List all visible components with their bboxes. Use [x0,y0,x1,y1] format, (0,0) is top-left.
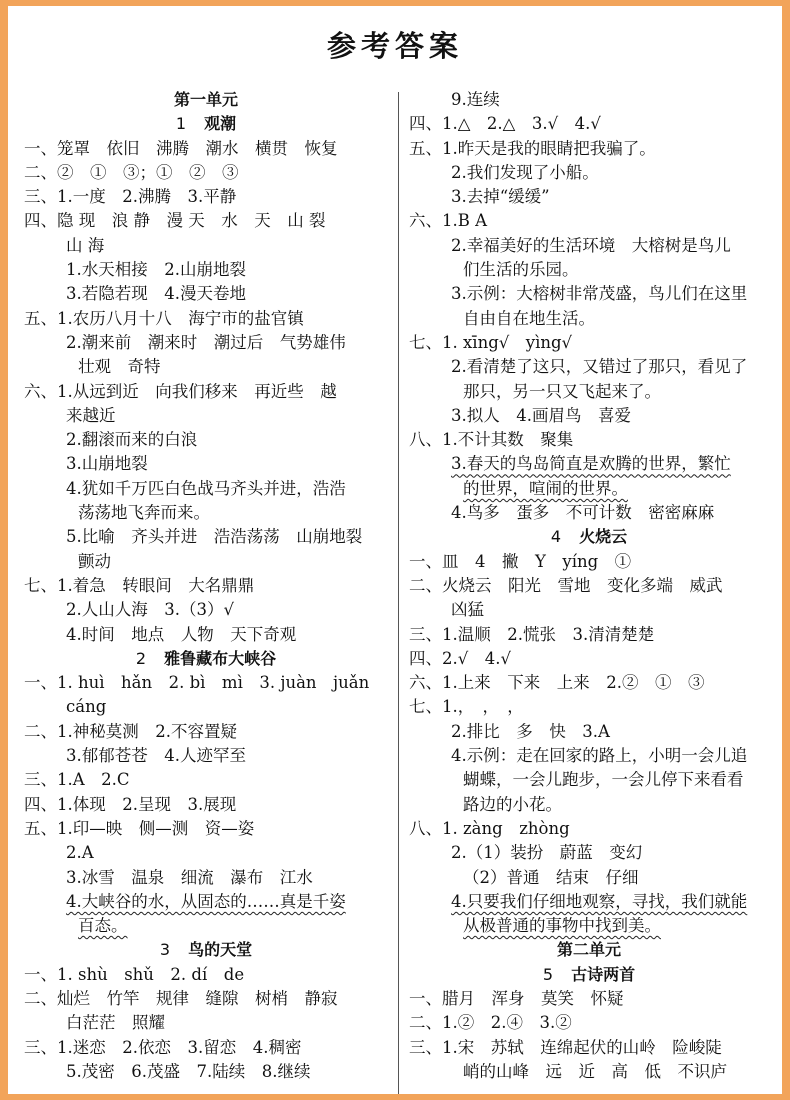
answer-text: 2.潮来前 潮来时 潮过后 气势雄伟 [66,332,346,352]
answer-text: 5.比喻 齐头并进 浩浩荡荡 山崩地裂 [66,527,363,547]
answer-text: 山 海 [66,235,105,255]
answer-text: 二、灿烂 竹竿 规律 缝隙 树梢 静寂 [24,988,338,1008]
answer-line [409,161,769,185]
answer-text: 白茫茫 照耀 [66,1013,165,1033]
answer-text: 八、1. zàng zhòng [409,818,570,838]
answer-text: 3.拟人 4.画眉鸟 喜爱 [451,405,631,425]
answer-line [409,380,769,404]
answer-line [24,282,388,306]
answer-line [24,817,388,841]
section-heading [409,938,769,962]
answer-line [24,963,388,987]
answer-text: 一、笼罩 依旧 沸腾 潮水 横贯 恢复 [24,138,338,158]
answer-line [24,331,388,355]
section-heading [24,112,388,136]
answer-text: cáng [66,697,107,717]
answer-text: 三、1.一度 2.沸腾 3.平静 [24,187,237,207]
answer-text: 二、② ① ③；① ② ③ [24,162,239,182]
answer-line [409,209,769,233]
answer-line [24,185,388,209]
answer-line [409,307,769,331]
lesson-number: 3 [159,940,171,960]
answer-text: 一、1. huì hǎn 2. bì mì 3. juàn juǎn [24,673,370,693]
answer-line [409,914,769,938]
answer-text: 二、1.② 2.④ 3.② [409,1013,572,1033]
answer-line [24,234,388,258]
answer-line [409,428,769,452]
answer-text: 那只，另一只又飞起来了。 [463,381,661,401]
answer-line [24,161,388,185]
answer-line [24,1011,388,1035]
answer-text: 峭的山峰 远 近 高 低 不识庐 [463,1061,727,1081]
answer-line [24,574,388,598]
answer-text: 颤动 [78,551,111,571]
answer-text: 壮观 奇特 [78,357,161,377]
answer-line [409,501,769,525]
answer-text: 四、1.体现 2.呈现 3.展现 [24,794,237,814]
answer-line [24,355,388,379]
answer-text: 五、1.农历八月十八 海宁市的盐官镇 [24,308,304,328]
answer-line [24,550,388,574]
answer-text: 2.幸福美好的生活环境 大榕树是鸟儿 [451,235,731,255]
answer-line [24,695,388,719]
answer-line [24,258,388,282]
answer-line [409,793,769,817]
answer-text: 二、1.神秘莫测 2.不容置疑 [24,721,237,741]
answer-text: 3.春天的鸟岛简直是欢腾的世界，繁忙 [451,454,731,474]
heading-text: 古诗两首 [571,964,636,984]
left-column [24,88,388,1084]
heading-text: 火烧云 [579,527,628,547]
lesson-number: 1 [175,114,187,134]
answer-line [409,258,769,282]
answer-line [409,890,769,914]
heading-text: 观潮 [204,114,237,134]
answer-line [409,477,769,501]
answer-text: 四、隐 现 浪 静 漫 天 水 天 山 裂 [24,211,326,231]
answer-text: 3.冰雪 温泉 细流 瀑布 江水 [66,867,313,887]
answer-line [409,88,769,112]
answer-line [24,1060,388,1084]
answer-text: 路边的小花。 [463,794,562,814]
answer-text: 四、2.√ 4.√ [409,648,512,668]
lesson-number: 5 [542,964,554,984]
answer-line [409,647,769,671]
answer-line [24,209,388,233]
answer-line [24,477,388,501]
answer-text: 5.茂密 6.茂盛 7.陆续 8.继续 [66,1061,311,1081]
answer-line [24,307,388,331]
answer-line [409,598,769,622]
answer-line [24,841,388,865]
answer-line [24,793,388,817]
answer-line [409,866,769,890]
answer-text: 3.郁郁苍苍 4.人迹罕至 [66,746,246,766]
section-heading [24,88,388,112]
answer-line [409,720,769,744]
answer-line [24,452,388,476]
answer-line [24,890,388,914]
answer-line [24,525,388,549]
answer-line [409,574,769,598]
answer-text: 六、1.B A [409,211,488,231]
answer-line [24,137,388,161]
answer-text: 二、火烧云 阳光 雪地 变化多端 威武 [409,575,723,595]
answer-text: 们生活的乐园。 [463,260,579,280]
answer-text: 四、1.△ 2.△ 3.√ 4.√ [409,114,601,134]
answer-text: 六、1.从远到近 向我们移来 再近些 越 [24,381,337,401]
answer-text: 自由自在地生活。 [463,308,595,328]
answer-line [409,282,769,306]
answer-line [24,671,388,695]
answer-text: 一、1. shù shǔ 2. dí de [24,964,245,984]
section-heading [409,963,769,987]
answer-line [409,1011,769,1035]
answer-line [24,914,388,938]
answer-line [409,695,769,719]
answer-line [409,331,769,355]
answer-line [409,768,769,792]
answer-text: 2.排比 多 快 3.A [451,721,610,741]
answer-line [24,744,388,768]
answer-text: 3.去掉“缓缓” [451,187,550,207]
answer-text: 4.犹如千万匹白色战马齐头并进，浩浩 [66,478,346,498]
answer-line [24,720,388,744]
answer-line [409,623,769,647]
answer-text: 八、1.不计其数 聚集 [409,430,574,450]
column-divider [398,92,399,1094]
answer-line [409,550,769,574]
right-column [409,88,769,1084]
answer-text: 2.我们发现了小船。 [451,162,599,182]
answer-text: 三、1.A 2.C [24,770,130,790]
answer-line [24,768,388,792]
section-heading [24,647,388,671]
answer-text: 4.只要我们仔细地观察，寻找，我们就能 [451,891,748,911]
answer-line [409,452,769,476]
answer-line [409,404,769,428]
answer-text: 2.（1）装扮 蔚蓝 变幻 [451,843,643,863]
answer-text: 来越近 [66,405,116,425]
answer-text: 3.若隐若现 4.漫天卷地 [66,284,246,304]
answer-text: 凶猛 [451,600,484,620]
answer-line [409,744,769,768]
answer-text: 3.山崩地裂 [66,454,148,474]
answer-line [24,428,388,452]
answer-text: 蝴蝶，一会儿跑步，一会儿停下来看看 [463,770,744,790]
answer-text: 五、1.昨天是我的眼睛把我骗了。 [409,138,656,158]
lesson-number: 2 [135,648,147,668]
answer-line [409,185,769,209]
section-heading [24,938,388,962]
answer-text: 2.人山人海 3.（3）√ [66,600,234,620]
answer-text: （2）普通 结束 仔细 [463,867,639,887]
answer-text: 三、1.宋 苏轼 连绵起伏的山岭 险峻陡 [409,1037,722,1057]
answer-text: 4.鸟多 蛋多 不可计数 密密麻麻 [451,503,715,523]
answer-text: 从极普通的事物中找到美。 [463,916,661,936]
answer-line [409,137,769,161]
lesson-number: 4 [550,527,562,547]
answer-text: 4.示例：走在回家的路上，小明一会儿追 [451,746,748,766]
answer-line [24,1036,388,1060]
answer-line [24,598,388,622]
answer-line [24,501,388,525]
answer-line [24,380,388,404]
heading-text: 第一单元 [173,90,238,109]
answer-text: 五、1.印—映 侧—测 资—姿 [24,818,255,838]
answer-text: 七、1. xīng√ yìng√ [409,332,573,352]
answer-line [409,234,769,258]
answer-text: 一、腊月 浑身 莫笑 怀疑 [409,988,624,1008]
answer-text: 荡荡地飞奔而来。 [78,503,210,523]
heading-text: 雅鲁藏布大峡谷 [164,648,277,668]
heading-text: 鸟的天堂 [188,940,253,960]
answer-line [24,404,388,428]
answer-text: 的世界，喧闹的世界。 [463,478,628,498]
answer-line [24,623,388,647]
answer-line [409,987,769,1011]
answer-text: 9.连续 [451,90,500,109]
section-heading [409,525,769,549]
answer-line [409,1036,769,1060]
answer-text: 七、1.着急 转眼间 大名鼎鼎 [24,575,255,595]
answer-line [24,987,388,1011]
answer-text: 2.A [66,843,94,863]
answer-line [409,671,769,695]
answer-line [409,355,769,379]
answer-text: 三、1.迷恋 2.依恋 3.留恋 4.稠密 [24,1037,302,1057]
answer-line [409,112,769,136]
answer-text: 一、皿 4 撇 Y yíng ① [409,551,632,571]
answer-line [24,866,388,890]
answer-text: 4.大峡谷的水，从固态的……真是千姿 [66,891,346,911]
answer-text: 百态。 [78,916,128,936]
answer-text: 2.看清楚了这只，又错过了那只，看见了 [451,357,748,377]
answer-text: 4.时间 地点 人物 天下奇观 [66,624,297,644]
answer-text: 七、1.， ， ， [409,697,524,717]
answer-text: 三、1.温顺 2.慌张 3.清清楚楚 [409,624,655,644]
answer-text: 3.示例：大榕树非常茂盛，鸟儿们在这里 [451,284,748,304]
answer-text: 六、1.上来 下来 上来 2.② ① ③ [409,673,705,693]
heading-text: 第二单元 [556,940,621,960]
answer-line [409,841,769,865]
answer-line [409,817,769,841]
answer-text: 1.水天相接 2.山崩地裂 [66,260,246,280]
answer-line [409,1060,769,1084]
answer-text: 2.翻滚而来的白浪 [66,430,198,450]
page-title: 参考答案 [326,29,463,63]
